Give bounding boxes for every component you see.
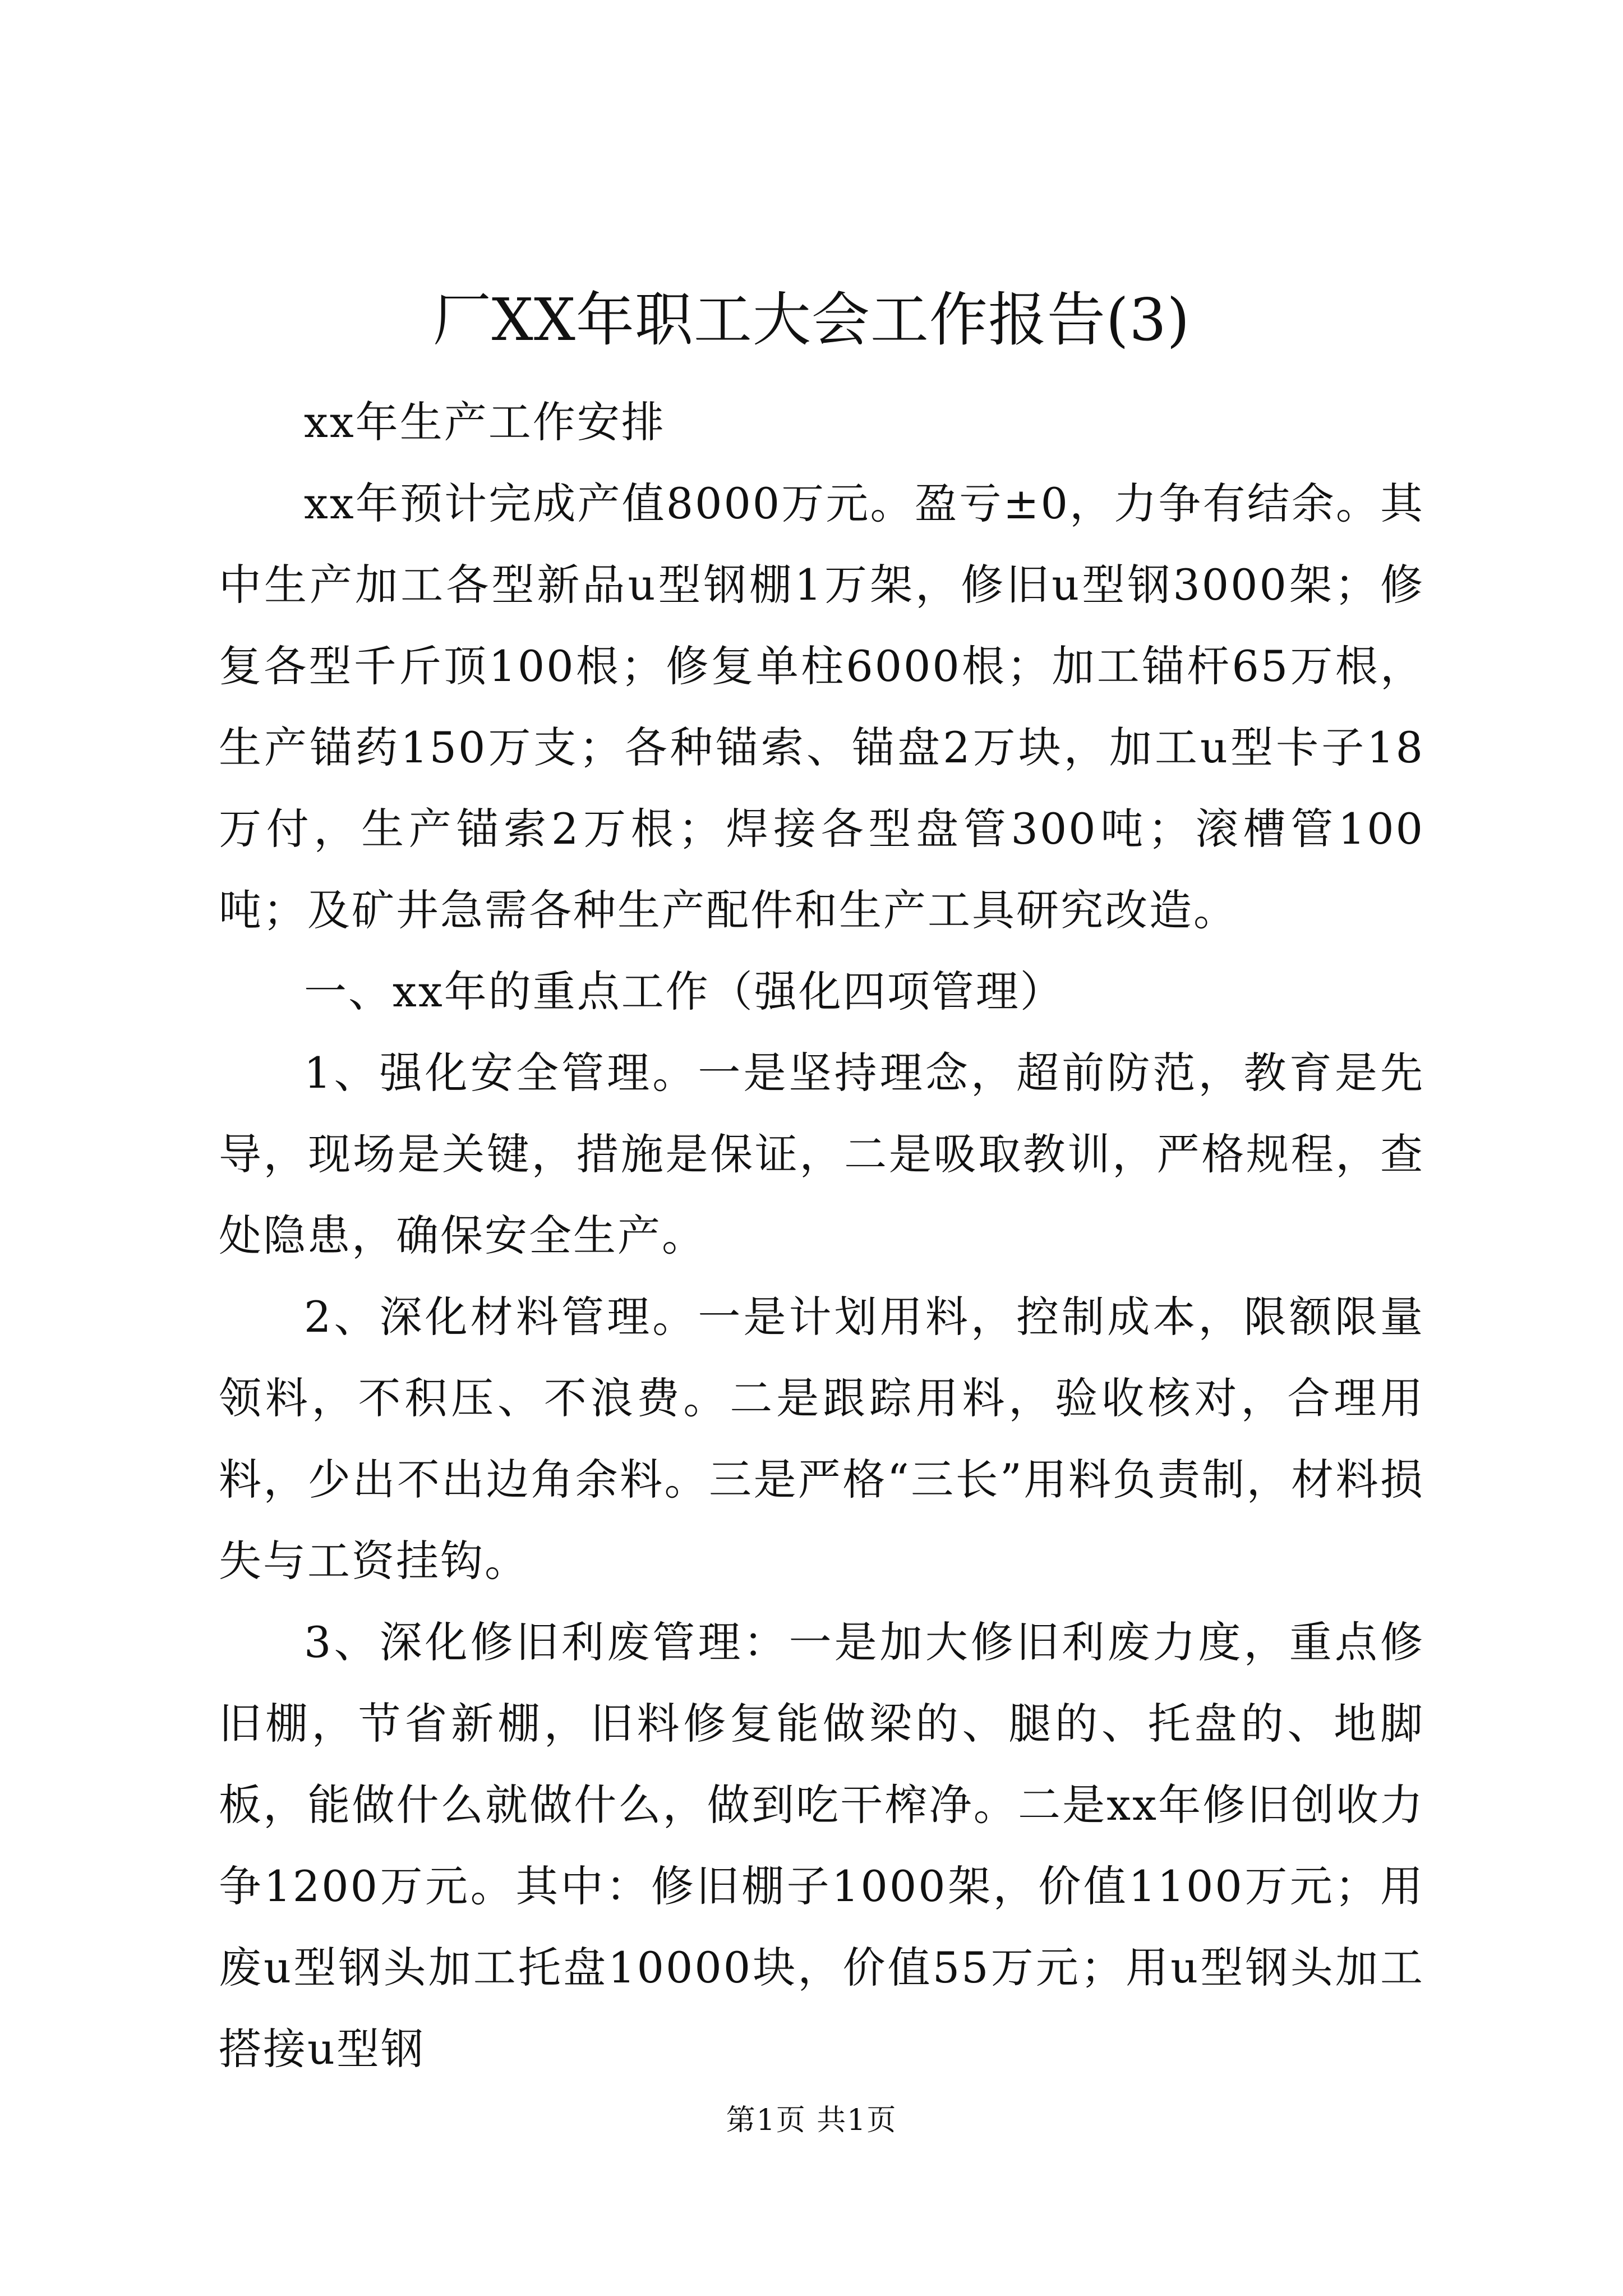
paragraph-section-heading: xx年生产工作安排	[304, 397, 666, 447]
paragraph-repair-recycling: 3、深化修旧利废管理：一是加大修旧利废力度，重点修旧棚，节省新棚，旧料修复能做梁的、腿的、托盘的、地脚板，能做什么就做什么，做到吃干榨净。二是xx年修旧创收力争1200万元。其中：修旧棚子1000架，价值1100万元；用废u型钢头加工托盘10000块，价值55万元；用u型钢头加工搭接u型钢	[219, 1617, 1424, 2074]
page-footer: 第1页 共1页	[726, 2104, 897, 2137]
document-body	[219, 381, 1424, 2090]
document-title: 厂XX年职工大会工作报告(3)	[432, 286, 1191, 354]
paragraph-production-plan: xx年预计完成产值8000万元。盈亏±0，力争有结余。其中生产加工各型新品u型钢棚1万架，修旧u型钢3000架；修复各型千斤顶100根；修复单柱6000根；加工锚杆65万根，生产锚药150万支；各种锚索、锚盘2万块，加工u型卡子18万付，生产锚索2万根；焊接各型盘管300吨；滚槽管100吨；及矿井急需各种生产配件和生产工具研究改造。	[219, 478, 1424, 935]
paragraph-safety-management: 1、强化安全管理。一是坚持理念，超前防范，教育是先导，现场是关键，措施是保证，二是吸取教训，严格规程，查处隐患，确保安全生产。	[219, 1048, 1424, 1260]
paragraph-material-management: 2、深化材料管理。一是计划用料，控制成本，限额限量领料，不积压、不浪费。二是跟踪用料，验收核对，合理用料，少出不出边角余料。三是严格“三长”用料负责制，材料损失与工资挂钩。	[219, 1292, 1424, 1586]
paragraph-key-work-heading: 一、xx年的重点工作（强化四项管理）	[304, 967, 1064, 1016]
